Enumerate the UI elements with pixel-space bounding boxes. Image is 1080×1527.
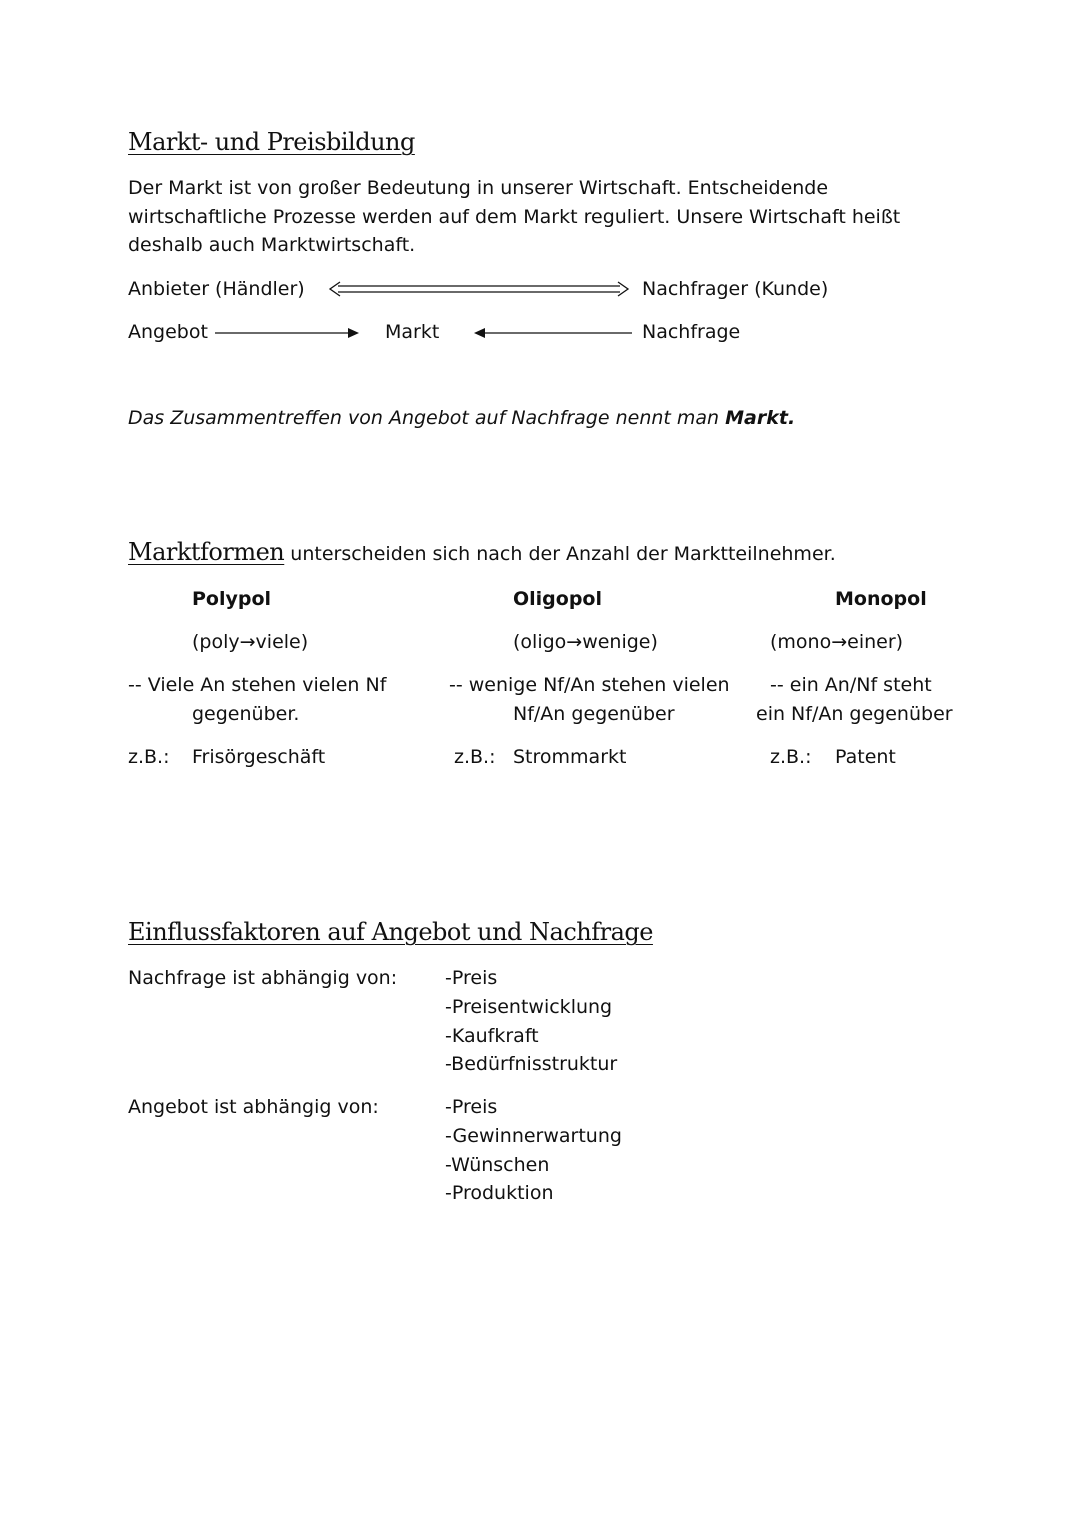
marktformen-heading-line bbox=[128, 538, 836, 568]
marktformen-subtitle: unterscheiden sich nach der Anzahl der Marktteilnehmer. bbox=[284, 543, 836, 565]
monopol-example-label: z.B.: bbox=[770, 746, 812, 768]
monopol-title: Monopol bbox=[835, 588, 927, 610]
polypol-etymology: (poly→viele) bbox=[192, 631, 309, 653]
section-heading-marktformen: Marktformen bbox=[128, 538, 285, 566]
oligopol-desc-line1: -- wenige Nf/An stehen vielen bbox=[449, 674, 730, 696]
definition-text: Das Zusammentreffen von Angebot auf Nachfrage nennt man bbox=[128, 407, 726, 429]
oligopol-etymology: (oligo→wenige) bbox=[513, 631, 658, 653]
list-item: -Bedürfnisstruktur bbox=[445, 1053, 618, 1076]
list-item: -Produktion bbox=[445, 1182, 554, 1205]
monopol-etymology: (mono→einer) bbox=[770, 631, 904, 653]
supplier-label: Anbieter (Händler) bbox=[128, 278, 305, 300]
demand-factors-list bbox=[445, 964, 617, 1079]
oligopol-title: Oligopol bbox=[513, 588, 602, 610]
oligopol-example: Strommarkt bbox=[513, 746, 627, 768]
polypol-example-label: z.B.: bbox=[128, 746, 170, 768]
monopol-desc-line2: ein Nf/An gegenüber bbox=[756, 703, 953, 725]
oligopol-example-label: z.B.: bbox=[454, 746, 496, 768]
list-item: -Wünschen bbox=[445, 1153, 550, 1176]
polypol-title: Polypol bbox=[192, 588, 272, 610]
monopol-desc-line1: -- ein An/Nf steht bbox=[770, 674, 932, 696]
supply-factors-list bbox=[445, 1093, 622, 1208]
supply-dependency-label: Angebot ist abhängig von: bbox=[128, 1096, 379, 1118]
definition-term: Markt. bbox=[725, 407, 796, 429]
monopol-example: Patent bbox=[835, 746, 896, 768]
intro-paragraph: Der Markt ist von großer Bedeutung in unserer Wirtschaft. Entscheidende wirtschaftliche Prozesse werden auf dem Markt reguliert. Unsere Wirtschaft heißt deshalb auch Marktwirtschaft. bbox=[128, 177, 901, 256]
polypol-desc-line1: -- Viele An stehen vielen Nf bbox=[128, 674, 387, 696]
section-heading-markt-preisbildung: Markt- und Preisbildung bbox=[128, 128, 415, 156]
section-heading-einflussfaktoren: Einflussfaktoren auf Angebot und Nachfrage bbox=[128, 918, 653, 946]
polypol-example: Frisörgeschäft bbox=[192, 746, 326, 768]
list-item: -Preis bbox=[445, 1096, 498, 1118]
list-item: -Preisentwicklung bbox=[445, 995, 613, 1018]
market-label: Markt bbox=[385, 321, 440, 343]
list-item: -Gewinnerwartung bbox=[445, 1124, 622, 1147]
polypol-desc-line2: gegenüber. bbox=[192, 703, 300, 725]
list-item: -Kaufkraft bbox=[445, 1024, 539, 1047]
market-definition bbox=[128, 404, 795, 432]
demand-dependency-label: Nachfrage ist abhängig von: bbox=[128, 967, 398, 989]
double-arrow-icon bbox=[328, 280, 630, 298]
oligopol-desc-line2: Nf/An gegenüber bbox=[513, 703, 675, 725]
arrow-left-icon bbox=[474, 326, 632, 340]
list-item: -Preis bbox=[445, 967, 498, 989]
demander-label: Nachfrager (Kunde) bbox=[642, 278, 829, 300]
supply-label: Angebot bbox=[128, 321, 208, 343]
demand-label: Nachfrage bbox=[642, 321, 741, 343]
arrow-right-icon bbox=[215, 326, 360, 340]
